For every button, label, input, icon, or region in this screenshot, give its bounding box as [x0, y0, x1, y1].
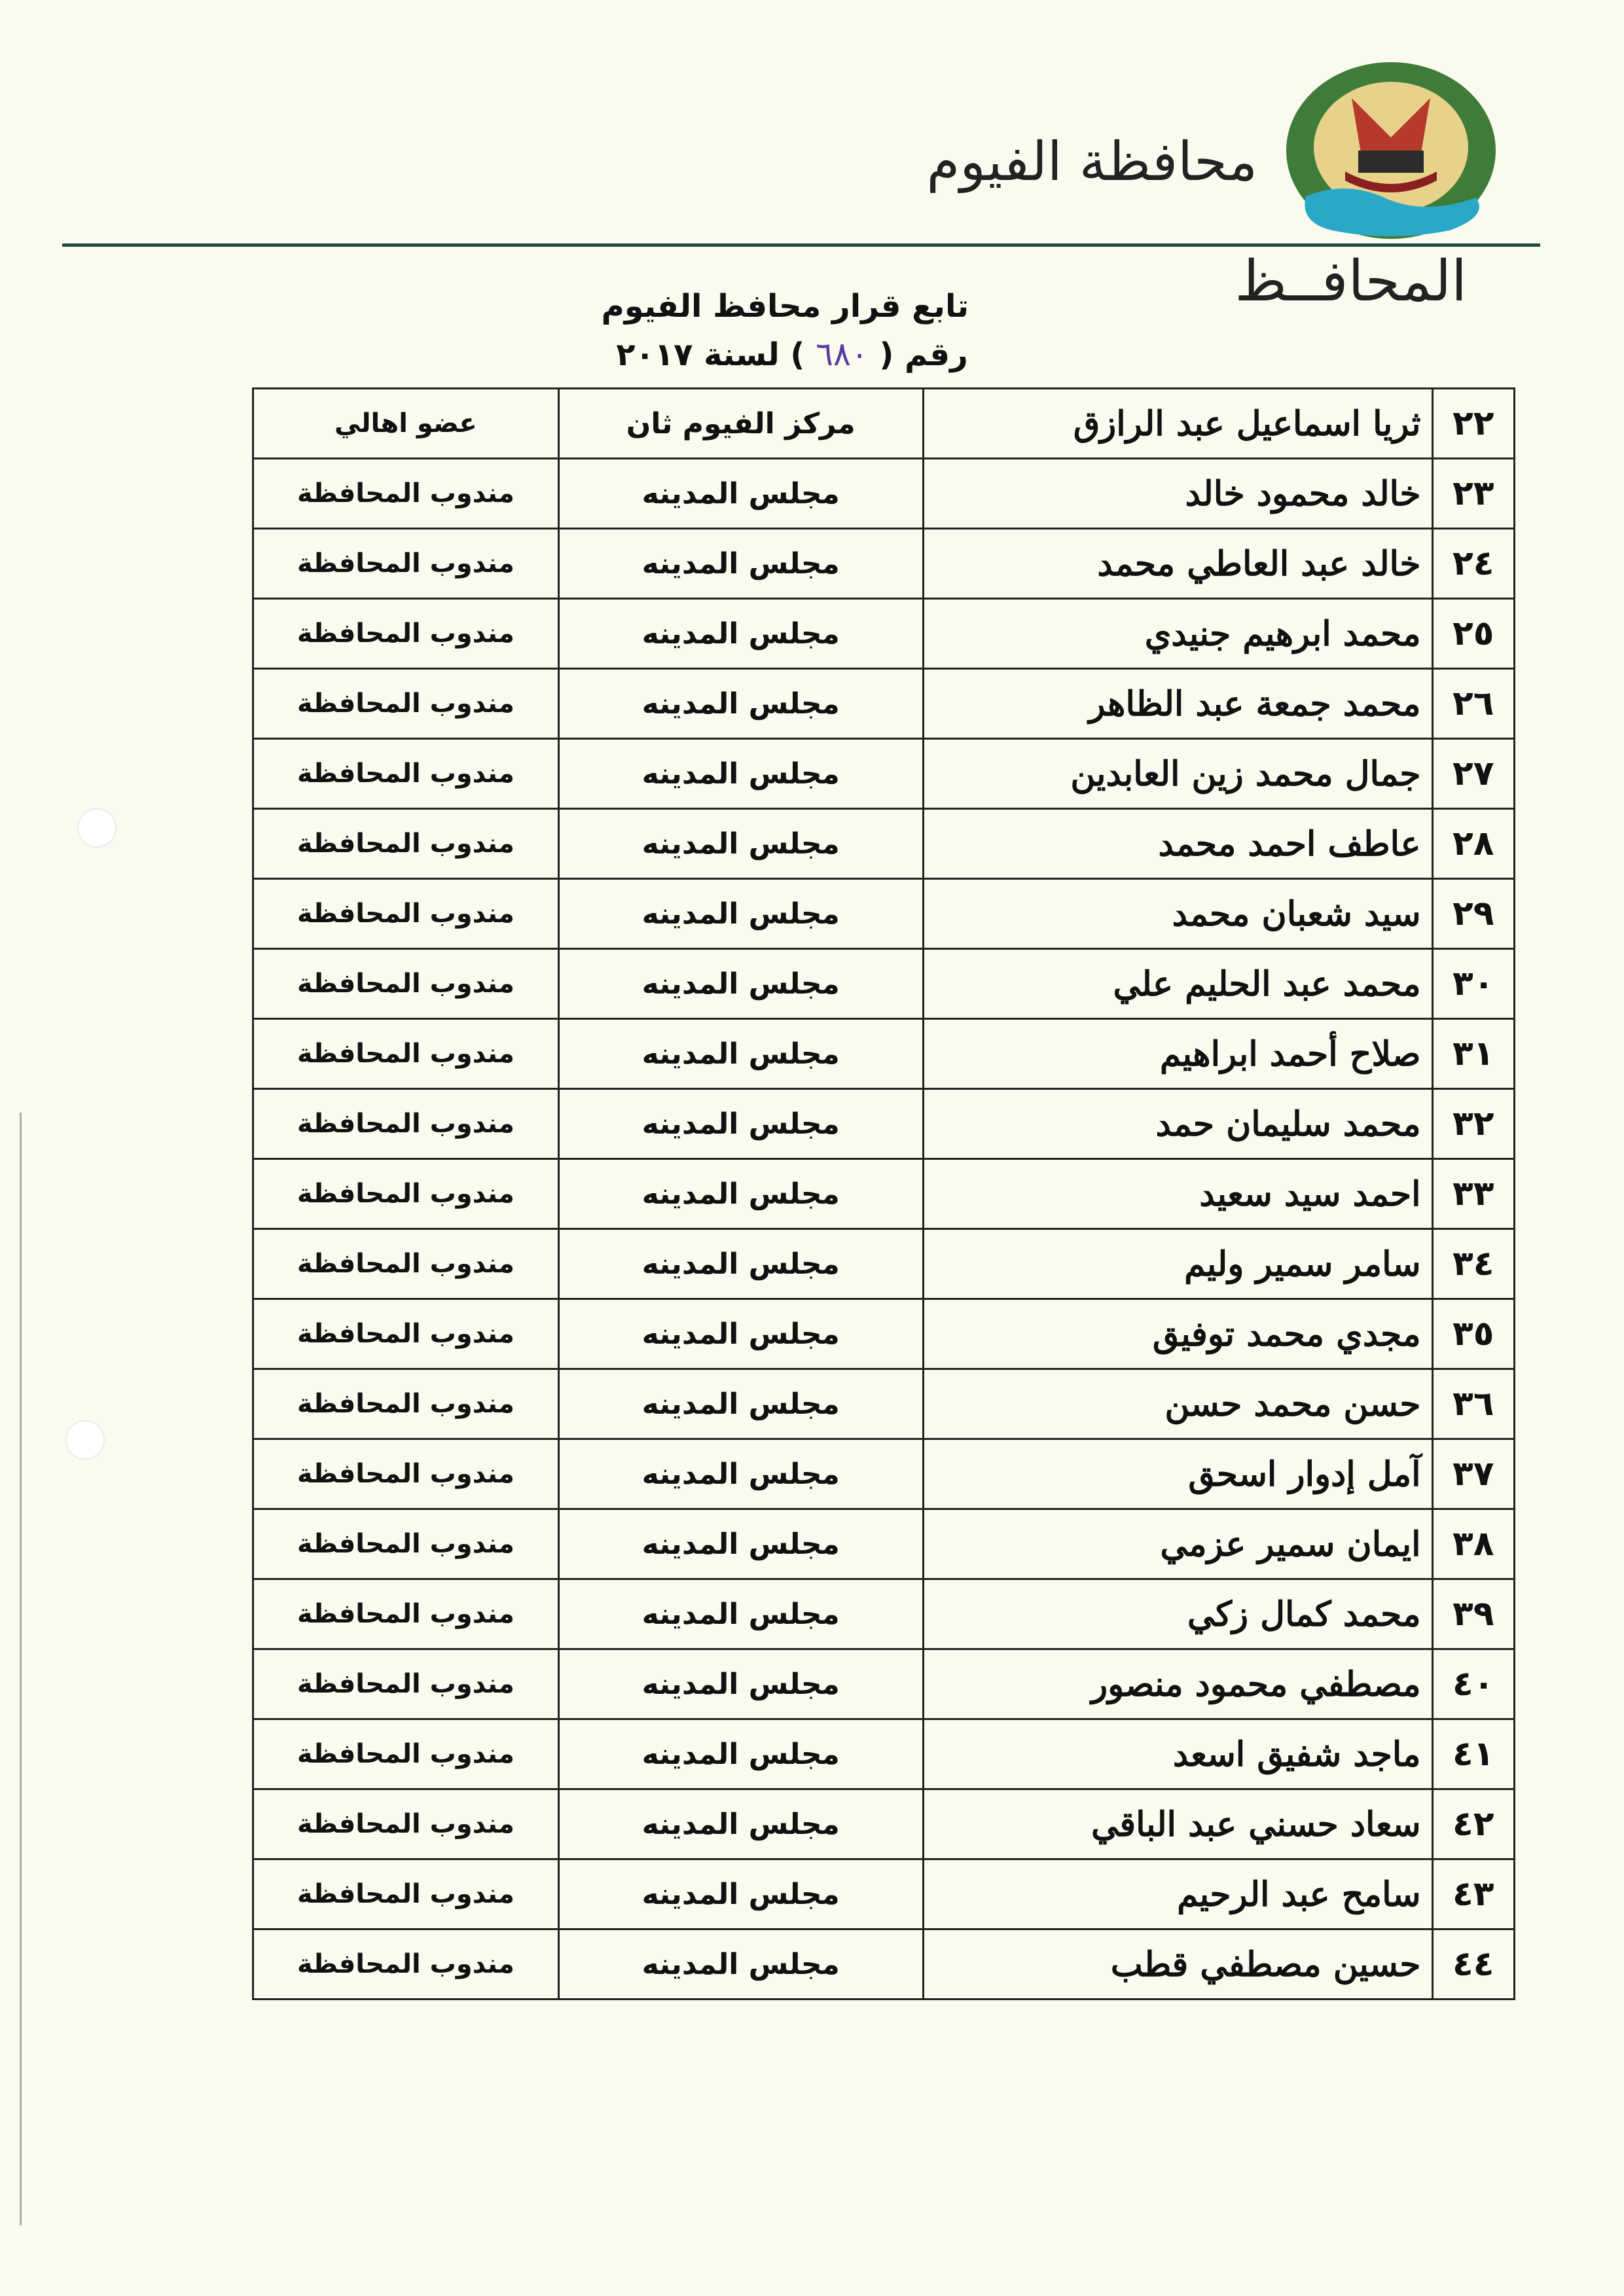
row-number: ٢٥: [1432, 599, 1514, 669]
row-number: ٣٤: [1432, 1229, 1514, 1299]
member-name: حسين مصطفي قطب: [923, 1929, 1432, 2000]
member-name: محمد عبد الحليم علي: [923, 949, 1432, 1019]
member-body: مجلس المدينه: [558, 1719, 923, 1789]
header-divider: [62, 243, 1540, 247]
member-body: مجلس المدينه: [558, 529, 923, 599]
member-body: مجلس المدينه: [558, 1859, 923, 1929]
member-name: حسن محمد حسن: [923, 1369, 1432, 1439]
member-role: مندوب المحافظة: [253, 1439, 559, 1509]
table-row: [253, 1159, 1515, 1229]
table-row: [253, 459, 1515, 529]
member-role: مندوب المحافظة: [253, 949, 559, 1019]
governorate-logo: [1280, 59, 1502, 255]
table-row: [253, 949, 1515, 1019]
row-number: ٣١: [1432, 1019, 1514, 1089]
governorate-title: محافظة الفيوم: [926, 131, 1257, 193]
row-number: ٤١: [1432, 1719, 1514, 1789]
member-body: مجلس المدينه: [558, 1369, 923, 1439]
member-role: مندوب المحافظة: [253, 1509, 559, 1579]
member-name: سامح عبد الرحيم: [923, 1859, 1432, 1929]
member-body: مجلس المدينه: [558, 879, 923, 949]
member-name: سيد شعبان محمد: [923, 879, 1432, 949]
member-body: مجلس المدينه: [558, 1159, 923, 1229]
member-body: مجلس المدينه: [558, 1229, 923, 1299]
row-number: ٢٣: [1432, 459, 1514, 529]
member-name: محمد ابرهيم جنيدي: [923, 599, 1432, 669]
member-body: مجلس المدينه: [558, 1439, 923, 1509]
member-body: مركز الفيوم ثان: [558, 389, 923, 459]
member-body: مجلس المدينه: [558, 459, 923, 529]
row-number: ٤٢: [1432, 1789, 1514, 1859]
row-number: ٤٤: [1432, 1929, 1514, 2000]
member-name: ماجد شفيق اسعد: [923, 1719, 1432, 1789]
member-name: محمد كمال زكي: [923, 1579, 1432, 1649]
member-role: مندوب المحافظة: [253, 1299, 559, 1369]
member-role: مندوب المحافظة: [253, 1649, 559, 1719]
member-body: مجلس المدينه: [558, 949, 923, 1019]
member-role: مندوب المحافظة: [253, 599, 559, 669]
decision-number-line: [589, 335, 995, 373]
member-body: مجلس المدينه: [558, 739, 923, 809]
row-number: ٣٨: [1432, 1509, 1514, 1579]
row-number: ٣٩: [1432, 1579, 1514, 1649]
decision-number-prefix: رقم (: [879, 336, 968, 373]
row-number: ٣٢: [1432, 1089, 1514, 1159]
member-role: مندوب المحافظة: [253, 1019, 559, 1089]
row-number: ٢٧: [1432, 739, 1514, 809]
row-number: ٤٠: [1432, 1649, 1514, 1719]
member-name: عاطف احمد محمد: [923, 809, 1432, 879]
row-number: ٢٦: [1432, 669, 1514, 739]
punch-hole: [65, 1420, 105, 1460]
member-role: مندوب المحافظة: [253, 459, 559, 529]
decision-subtitle: تابع قرار محافظ الفيوم: [601, 288, 969, 325]
member-name: مصطفي محمود منصور: [923, 1649, 1432, 1719]
member-body: مجلس المدينه: [558, 599, 923, 669]
member-name: محمد سليمان حمد: [923, 1089, 1432, 1159]
binding-edge: [20, 1113, 22, 2225]
table-row: [253, 809, 1515, 879]
row-number: ٢٨: [1432, 809, 1514, 879]
member-role: مندوب المحافظة: [253, 809, 559, 879]
member-name: مجدي محمد توفيق: [923, 1299, 1432, 1369]
member-role: مندوب المحافظة: [253, 1229, 559, 1299]
member-body: مجلس المدينه: [558, 1019, 923, 1089]
row-number: ٤٣: [1432, 1859, 1514, 1929]
member-name: سامر سمير وليم: [923, 1229, 1432, 1299]
decision-number: ٦٨٠: [816, 335, 869, 373]
table-row: [253, 389, 1515, 459]
member-role: مندوب المحافظة: [253, 1369, 559, 1439]
table-row: [253, 1929, 1515, 2000]
member-name: ايمان سمير عزمي: [923, 1509, 1432, 1579]
table-row: [253, 879, 1515, 949]
table-row: [253, 1299, 1515, 1369]
table-row: [253, 1369, 1515, 1439]
table-row: [253, 1229, 1515, 1299]
table-row: [253, 1789, 1515, 1859]
row-number: ٣٠: [1432, 949, 1514, 1019]
member-name: احمد سيد سعيد: [923, 1159, 1432, 1229]
member-name: محمد جمعة عبد الظاهر: [923, 669, 1432, 739]
member-name: سعاد حسني عبد الباقي: [923, 1789, 1432, 1859]
table-row: [253, 1019, 1515, 1089]
table-row: [253, 1859, 1515, 1929]
punch-hole: [77, 808, 117, 848]
member-name: صلاح أحمد ابراهيم: [923, 1019, 1432, 1089]
member-role: مندوب المحافظة: [253, 669, 559, 739]
member-body: مجلس المدينه: [558, 1649, 923, 1719]
member-role: مندوب المحافظة: [253, 1929, 559, 2000]
member-role: مندوب المحافظة: [253, 1789, 559, 1859]
member-body: مجلس المدينه: [558, 1299, 923, 1369]
governor-label: المحافــظ: [1235, 249, 1467, 314]
row-number: ٢٤: [1432, 529, 1514, 599]
member-role: مندوب المحافظة: [253, 1859, 559, 1929]
member-body: مجلس المدينه: [558, 1789, 923, 1859]
member-role: مندوب المحافظة: [253, 1719, 559, 1789]
member-role: مندوب المحافظة: [253, 1579, 559, 1649]
table-row: [253, 1439, 1515, 1509]
member-name: خالد عبد العاطي محمد: [923, 529, 1432, 599]
row-number: ٣٦: [1432, 1369, 1514, 1439]
member-role: عضو اهالي: [253, 389, 559, 459]
member-role: مندوب المحافظة: [253, 879, 559, 949]
member-body: مجلس المدينه: [558, 669, 923, 739]
member-body: مجلس المدينه: [558, 1509, 923, 1579]
table-row: [253, 1579, 1515, 1649]
row-number: ٣٧: [1432, 1439, 1514, 1509]
row-number: ٣٥: [1432, 1299, 1514, 1369]
member-body: مجلس المدينه: [558, 809, 923, 879]
table-row: [253, 1509, 1515, 1579]
row-number: ٣٣: [1432, 1159, 1514, 1229]
member-body: مجلس المدينه: [558, 1579, 923, 1649]
table-row: [253, 529, 1515, 599]
member-name: آمل إدوار اسحق: [923, 1439, 1432, 1509]
table-row: [253, 669, 1515, 739]
members-table: [252, 387, 1515, 2000]
member-body: مجلس المدينه: [558, 1929, 923, 2000]
member-role: مندوب المحافظة: [253, 529, 559, 599]
table-row: [253, 739, 1515, 809]
row-number: ٢٩: [1432, 879, 1514, 949]
decision-year: ) لسنة ٢٠١٧: [616, 336, 805, 373]
member-body: مجلس المدينه: [558, 1089, 923, 1159]
row-number: ٢٢: [1432, 389, 1514, 459]
member-name: جمال محمد زين العابدين: [923, 739, 1432, 809]
table-row: [253, 599, 1515, 669]
member-name: ثريا اسماعيل عبد الرازق: [923, 389, 1432, 459]
member-name: خالد محمود خالد: [923, 459, 1432, 529]
table-row: [253, 1719, 1515, 1789]
table-row: [253, 1649, 1515, 1719]
table-row: [253, 1089, 1515, 1159]
member-role: مندوب المحافظة: [253, 739, 559, 809]
member-role: مندوب المحافظة: [253, 1159, 559, 1229]
member-role: مندوب المحافظة: [253, 1089, 559, 1159]
